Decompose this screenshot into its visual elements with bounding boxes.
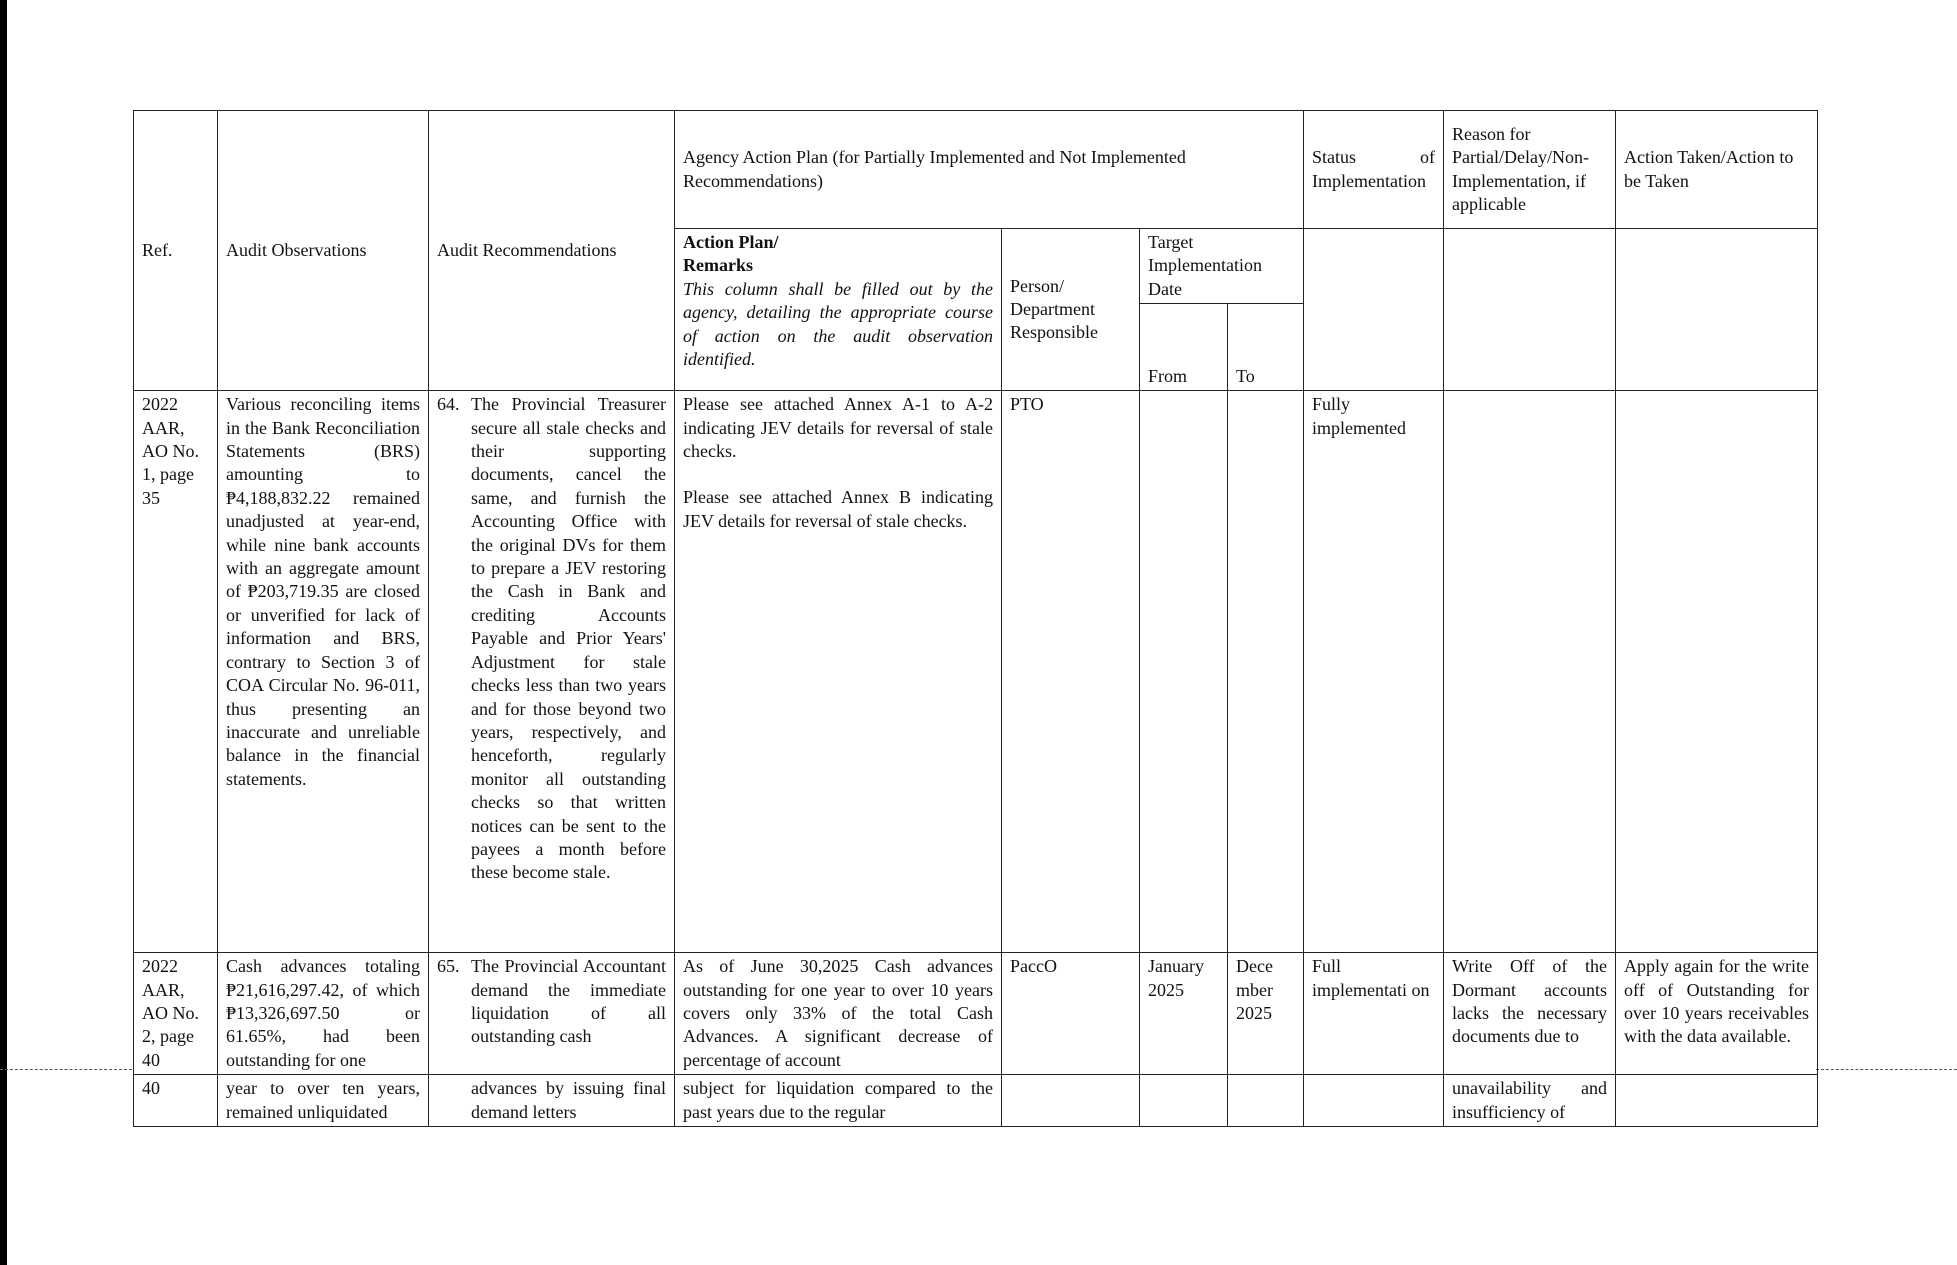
- row1-action-plan: [675, 391, 1002, 953]
- row2-action-plan: As of June 30,2025 Cash advances outstanding for one year to over 10 years covers only 33% of the total Cash Advances. A significant decrease of percentage of account: [675, 953, 1002, 1075]
- row1-to: [1228, 391, 1304, 953]
- header-blank-reason: [1444, 229, 1616, 391]
- header-blank-status: [1304, 229, 1444, 391]
- row2-action-taken: Apply again for the write off of Outstanding for over 10 years receivables with the data available.: [1616, 953, 1818, 1075]
- header-agency-action-plan: Agency Action Plan (for Partially Implemented and Not Implemented Recommendations): [675, 111, 1304, 229]
- row3-from: [1140, 1075, 1228, 1127]
- header-blank-action: [1616, 229, 1818, 391]
- row2-rec-number: 65.: [437, 956, 460, 977]
- header-ref: Ref.: [134, 111, 218, 391]
- row3-to: [1228, 1075, 1304, 1127]
- row1-ref: 2022 AAR, AO No. 1, page 35: [134, 391, 218, 953]
- row1-action-taken: [1616, 391, 1818, 953]
- row2-rec-text: The Provincial Accountant demand the immediate liquidation of all outstanding cash: [471, 956, 666, 1047]
- row1-reason: [1444, 391, 1616, 953]
- row3-responsible: [1002, 1075, 1140, 1127]
- row1-rec-text: The Provincial Treasurer secure all stale checks and their supporting documents, cancel the same, and furnish the Accounting Office with the original DVs for them to prepare a JEV restoring the Cash in Bank and crediting Accounts Payable and Prior Years' Adjustment for stale checks less than two years and for those beyond two years, respectively, and henceforth, regularly monitor all outstanding checks so that written notices can be sent to the payees a month before these become stale.: [471, 394, 666, 883]
- row2-to: Dece mber 2025: [1228, 953, 1304, 1075]
- row2-recommendation: [429, 953, 675, 1075]
- header-audit-recommendations: Audit Recommendations: [429, 111, 675, 391]
- table-row: [134, 1075, 1818, 1127]
- table-row: [134, 391, 1818, 953]
- remarks-title: Remarks: [683, 255, 753, 276]
- action-plan-title: Action Plan/: [683, 232, 779, 252]
- row3-observation: year to over ten years, remained unliquidated: [218, 1075, 429, 1127]
- header-from: From: [1140, 304, 1228, 391]
- row1-recommendation: [429, 391, 675, 953]
- cut-line-right: [1816, 1069, 1957, 1070]
- row3-rec-text: advances by issuing final demand letters: [471, 1078, 666, 1122]
- row3-action-taken: [1616, 1075, 1818, 1127]
- row3-ref: 40: [134, 1075, 218, 1127]
- row2-responsible: PaccO: [1002, 953, 1140, 1075]
- header-to: To: [1228, 304, 1304, 391]
- row1-status: Fully implemented: [1304, 391, 1444, 953]
- row1-action-plan-1: Please see attached Annex A-1 to A-2 indicating JEV details for reversal of stale checks.: [683, 394, 993, 462]
- cut-line-left: [0, 1069, 132, 1070]
- row3-action-plan: subject for liquidation compared to the past years due to the regular: [675, 1075, 1002, 1127]
- header-row-1: [134, 111, 1818, 229]
- action-plan-note: This column shall be filled out by the agency, detailing the appropriate course of action on the audit observation identified.: [683, 278, 993, 370]
- row1-from: [1140, 391, 1228, 953]
- row2-from: January 2025: [1140, 953, 1228, 1075]
- row1-action-plan-2: Please see attached Annex B indicating JEV details for reversal of stale checks.: [683, 487, 993, 531]
- header-audit-observations: Audit Observations: [218, 111, 429, 391]
- row3-status: [1304, 1075, 1444, 1127]
- header-status: Status of Implementation: [1304, 111, 1444, 229]
- row2-reason: Write Off of the Dormant accounts lacks the necessary documents due to: [1444, 953, 1616, 1075]
- row1-rec-number: 64.: [437, 394, 460, 415]
- header-reason: Reason for Partial/Delay/Non-Implementation, if applicable: [1444, 111, 1616, 229]
- row1-observation: Various reconciling items in the Bank Reconciliation Statements (BRS) amounting to ₱4,188,832.22 remained unadjusted at year-end, while nine bank accounts with an aggregate amount of ₱203,719.35 are closed or unverified for lack of information and BRS, contrary to Section 3 of COA Circular No. 96-011, thus presenting an inaccurate and unreliable balance in the financial statements.: [218, 391, 429, 953]
- row1-responsible: PTO: [1002, 391, 1140, 953]
- header-action-taken: Action Taken/Action to be Taken: [1616, 111, 1818, 229]
- row3-reason: unavailability and insufficiency of: [1444, 1075, 1616, 1127]
- table-row: [134, 953, 1818, 1075]
- audit-table: [133, 110, 1818, 1127]
- header-target-date: Target Implementation Date: [1140, 229, 1304, 304]
- header-person-responsible: Person/ Department Responsible: [1002, 229, 1140, 391]
- row2-status: Full implementati on: [1304, 953, 1444, 1075]
- row3-recommendation: [429, 1075, 675, 1127]
- page-edge-bar: [0, 0, 7, 1265]
- row2-ref: 2022 AAR, AO No. 2, page 40: [134, 953, 218, 1075]
- row2-observation: Cash advances totaling ₱21,616,297.42, of which ₱13,326,697.50 or 61.65%, had been outstanding for one: [218, 953, 429, 1075]
- header-action-plan: [675, 229, 1002, 391]
